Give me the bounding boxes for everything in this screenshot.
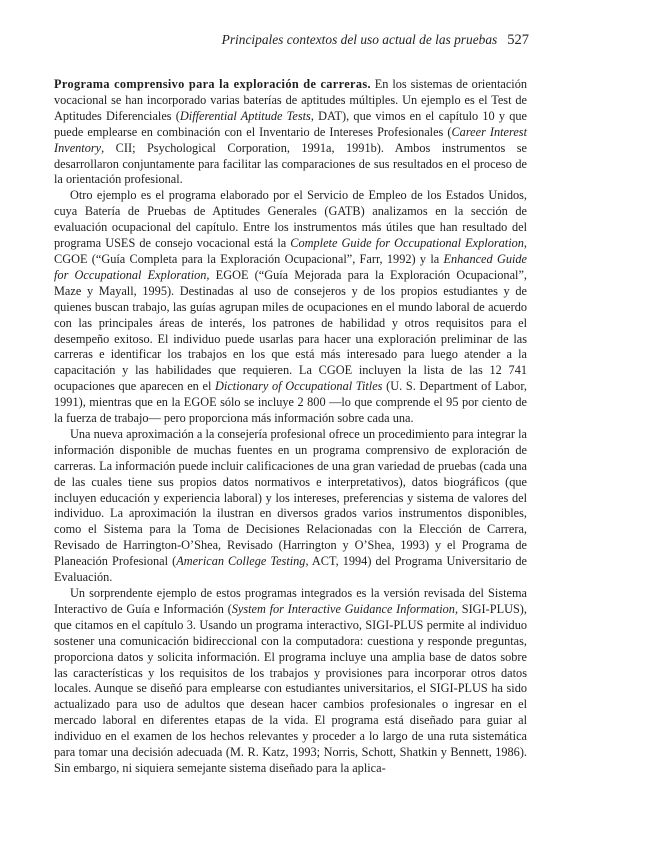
body-text <box>54 77 527 777</box>
section-lead-heading: Programa comprensivo para la exploración de carreras. <box>54 77 371 91</box>
italic-title: Complete Guide for Occupational Exploration <box>290 236 524 251</box>
running-header <box>222 32 529 49</box>
text-run: Otro ejemplo es el programa elaborado por el Servicio de Empleo de los Estados Unidos, cuya Batería de Pruebas de Aptitudes Generales (GATB) analizamos en la sección de evaluación ocupacional del capítulo. Entre los instrumentos más útiles que han resultado del programa USES de consejo vocacional está la <box>54 188 527 251</box>
text-run: , DAT), que vimos en el capítulo 10 y que puede emplearse en combinación con el Inventario de Intereses Profesionales ( <box>54 108 528 139</box>
italic-title: Career Interest Inventory <box>54 124 527 155</box>
paragraph <box>54 586 527 777</box>
text-run: Un sorprendente ejemplo de estos programas integrados es la versión revisada del Sistema Interactivo de Guía e Información ( <box>54 586 527 616</box>
text-run: Una nueva aproximación a la consejería profesional ofrece un procedimiento para integrar la información disponible de muchas fuentes en un programa comprensivo de exploración de carreras. La información puede incluir calificaciones de una gran variedad de pruebas (cada una de las cuales tiene sus propios datos normativos e interpretativos), datos biográficos (que incluyen educación y experiencia laboral) y los intereses, preferencias y sistema de valores del individuo. La aproximación la ilustran en diversos grados varios instrumentos disponibles, como el Sistema para la Toma de Decisiones Relacionadas con la Elección de Carrera, Revisado de Harrington-O’Shea, Revisado (Harrington y O’Shea, 1993) y el Programa de Planeación Profesional ( <box>54 426 527 569</box>
italic-title: System for Interactive Guidance Information <box>231 601 455 616</box>
text-run: En los sistemas de orientación vocacional se han incorporado varias baterías de aptitudes múltiples. Un ejemplo es el Test de Aptitudes Diferenciales ( <box>54 77 527 123</box>
text-run: , EGOE (“Guía Mejorada para la Exploración Ocupacional”, Maze y Mayall, 1995). Destinadas al uso de consejeros y de los propios estudiantes y de quienes buscan trabajo, las guías agrupan miles de ocupaciones en el mundo laboral de acuerdo con las principales áreas de interés, los patrones de habilidad y otros requisitos para el desempeño exitoso. El individuo puede usarlas para hacer una exploración preliminar de las carreras e identificar los trabajos en los que está más interesado para luego atender a la capacitación y las habilidades que requieren. La CGOE incluyen la lista de las 12 741 ocupaciones que aparecen en el <box>54 267 527 394</box>
paragraph <box>54 188 527 427</box>
italic-title: American College Testing <box>176 554 306 569</box>
italic-title: Differential Aptitude Tests <box>179 108 311 123</box>
page-number: 527 <box>507 32 529 48</box>
text-run: , CGOE (“Guía Completa para la Exploración Ocupacional”, Farr, 1992) y la <box>54 236 527 266</box>
italic-title: Enhanced Guide for Occupational Exploration <box>54 251 527 282</box>
italic-title: Dictionary of Occupational Titles <box>215 379 383 394</box>
text-run: , SIGI-PLUS), que citamos en el capítulo 3. Usando un programa interactivo, SIGI-PLUS permite al individuo sostener una comunicación bidireccional con la computadora: cuestiona y responde preguntas, proporciona datos y solicita información. El programa incluye una amplia base de datos sobre las características y los requisitos de los trabajos y provisiones para incorporar otros datos locales. Aunque se diseñó para emplearse con estudiantes universitarios, el SIGI-PLUS ha sido actualizado para uso de adultos que desean hacer cambios profesionales o ingresar en el mercado laboral en diferentes etapas de la vida. El programa está diseñado para guiar al individuo en el examen de los hechos relevantes y proceder a lo largo de una ruta sistemática para tomar una decisión adecuada (M. R. Katz, 1993; Norris, Schott, Shatkin y Bennett, 1986). Sin embargo, ni siquiera semejante sistema diseñado para la aplica- <box>54 601 527 775</box>
text-run: , ACT, 1994) del Programa Universitario de Evaluación. <box>54 554 527 585</box>
paragraph <box>54 427 527 586</box>
text-run: , CII; Psychological Corporation, 1991a, 1991b). Ambos instrumentos se desarrollaron conjuntamente para facilitar las comparaciones de sus resultados en el proceso de la orientación profesional. <box>54 140 527 187</box>
paragraph <box>54 77 527 188</box>
text-run: (U. S. Department of Labor, 1991), mientras que en la EGOE sólo se incluye 2 800 —lo que comprende el 95 por ciento de la fuerza de trabajo— pero proporciona más información sobre cada una. <box>54 379 527 426</box>
running-title: Principales contextos del uso actual de las pruebas <box>221 32 498 47</box>
